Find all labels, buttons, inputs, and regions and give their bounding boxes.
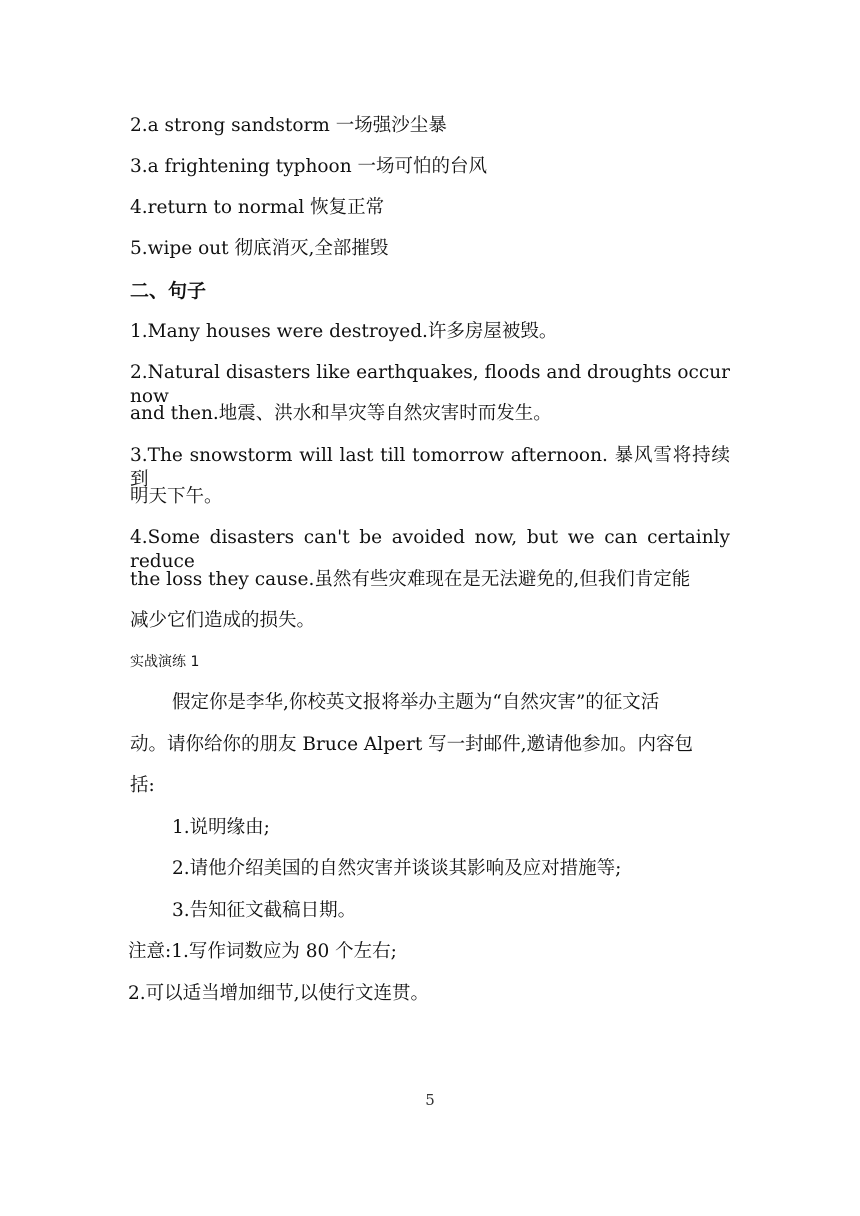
task-line-3: 括: — [130, 775, 155, 796]
practice-heading: 实战演练 1 — [130, 654, 200, 670]
task-line-1: 假定你是李华,你校英文报将举办主题为“自然灾害”的征文活 — [172, 692, 660, 713]
sentence-4-line-1: 4.Some disasters can't be avoided now, but we can certainly reduce — [130, 527, 730, 572]
sentence-3-line-2: 明天下午。 — [130, 486, 223, 507]
sentence-4-line-2: the loss they cause.虽然有些灾难现在是无法避免的,但我们肯定能 — [130, 569, 691, 590]
task-line-2: 动。请你给你的朋友 Bruce Alpert 写一封邮件,邀请他参加。内容包 — [130, 734, 694, 755]
note-line-2: 2.可以适当增加细节,以使行文连贯。 — [128, 983, 430, 1004]
phrase-3: 3.a frightening typhoon 一场可怕的台风 — [130, 156, 487, 177]
sentences-heading: 二、句子 — [130, 280, 207, 302]
sentence-2-line-1: 2.Natural disasters like earthquakes, floods and droughts occur now — [130, 362, 730, 407]
sentence-4-line-3: 减少它们造成的损失。 — [130, 610, 316, 631]
note-line-1: 注意:1.写作词数应为 80 个左右; — [128, 941, 397, 962]
phrase-2: 2.a strong sandstorm 一场强沙尘暴 — [130, 115, 447, 136]
sentence-1: 1.Many houses were destroyed.许多房屋被毁。 — [130, 321, 558, 342]
task-item-3: 3.告知征文截稿日期。 — [172, 900, 357, 921]
task-item-2: 2.请他介绍美国的自然灾害并谈谈其影响及应对措施等; — [172, 858, 622, 879]
page-number: 5 — [425, 1091, 435, 1109]
phrase-5: 5.wipe out 彻底消灭,全部摧毁 — [130, 238, 389, 259]
sentence-3-line-1: 3.The snowstorm will last till tomorrow afternoon. 暴风雪将持续到 — [130, 445, 730, 490]
phrase-4: 4.return to normal 恢复正常 — [130, 197, 385, 218]
task-item-1: 1.说明缘由; — [172, 817, 270, 838]
sentence-2-line-2: and then.地震、洪水和旱灾等自然灾害时而发生。 — [130, 403, 552, 424]
